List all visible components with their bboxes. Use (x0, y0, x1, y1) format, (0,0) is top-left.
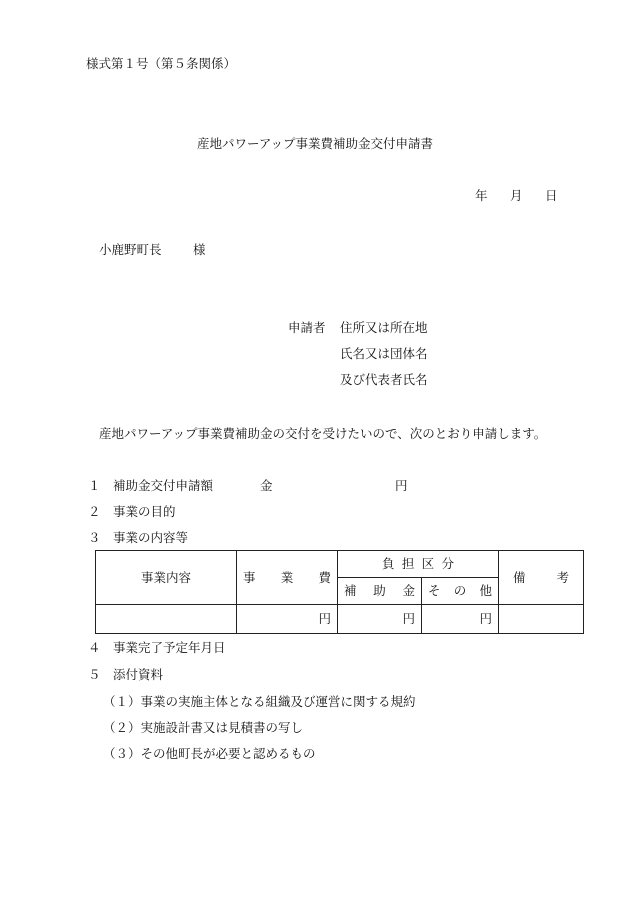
cell-project-content (96, 605, 237, 634)
addressee-name: 小鹿野町長 (99, 242, 162, 257)
applicant-name-label: 氏名又は団体名 (340, 346, 428, 361)
header-project-cost: 事 業 費 (237, 551, 338, 605)
applicant-label: 申請者 (288, 320, 326, 335)
addressee-honorific: 様 (193, 242, 206, 257)
cell-project-cost-yen: 円 (237, 605, 338, 634)
item-2-label: 事業の目的 (113, 504, 176, 519)
attachment-1: （１）事業の実施主体となる組織及び運営に関する規約 (103, 694, 416, 709)
header-cost-share: 負 担 区 分 (338, 551, 499, 578)
item-1-number: １ (88, 478, 101, 493)
item-5-label: 添付資料 (113, 667, 164, 682)
item-1-label: 補助金交付申請額 (113, 478, 214, 493)
project-details-table (95, 550, 584, 634)
header-subsidy: 補 助 金 (338, 578, 422, 605)
attachment-2: （２）実施設計書又は見積書の写し (103, 720, 304, 735)
item-5-number: ５ (88, 667, 101, 682)
cell-subsidy-yen: 円 (338, 605, 422, 634)
date-month: 月 (510, 188, 523, 203)
document-title: 産地パワーアップ事業費補助金交付申請書 (196, 136, 433, 151)
item-3-number: ３ (88, 530, 101, 545)
header-other: そ の 他 (422, 578, 499, 605)
item-4-label: 事業完了予定年月日 (113, 640, 226, 655)
date-day: 日 (545, 188, 558, 203)
cell-remarks (499, 605, 584, 634)
applicant-representative-label: 及び代表者氏名 (340, 372, 428, 387)
body-text: 産地パワーアップ事業費補助金の交付を受けたいので、次のとおり申請します。 (99, 426, 547, 441)
item-2-number: ２ (88, 504, 101, 519)
item-3-label: 事業の内容等 (113, 530, 189, 545)
form-number: 様式第１号（第５条関係） (86, 56, 237, 71)
item-1-yen: 円 (395, 478, 408, 493)
date-year: 年 (475, 188, 488, 203)
header-remarks: 備 考 (499, 551, 584, 605)
item-4-number: ４ (88, 640, 101, 655)
header-project-content: 事業内容 (96, 551, 237, 605)
cell-other-yen: 円 (422, 605, 499, 634)
attachment-3: （３）その他町長が必要と認めるもの (103, 746, 316, 761)
item-1-kin: 金 (260, 478, 273, 493)
applicant-address-label: 住所又は所在地 (340, 320, 428, 335)
